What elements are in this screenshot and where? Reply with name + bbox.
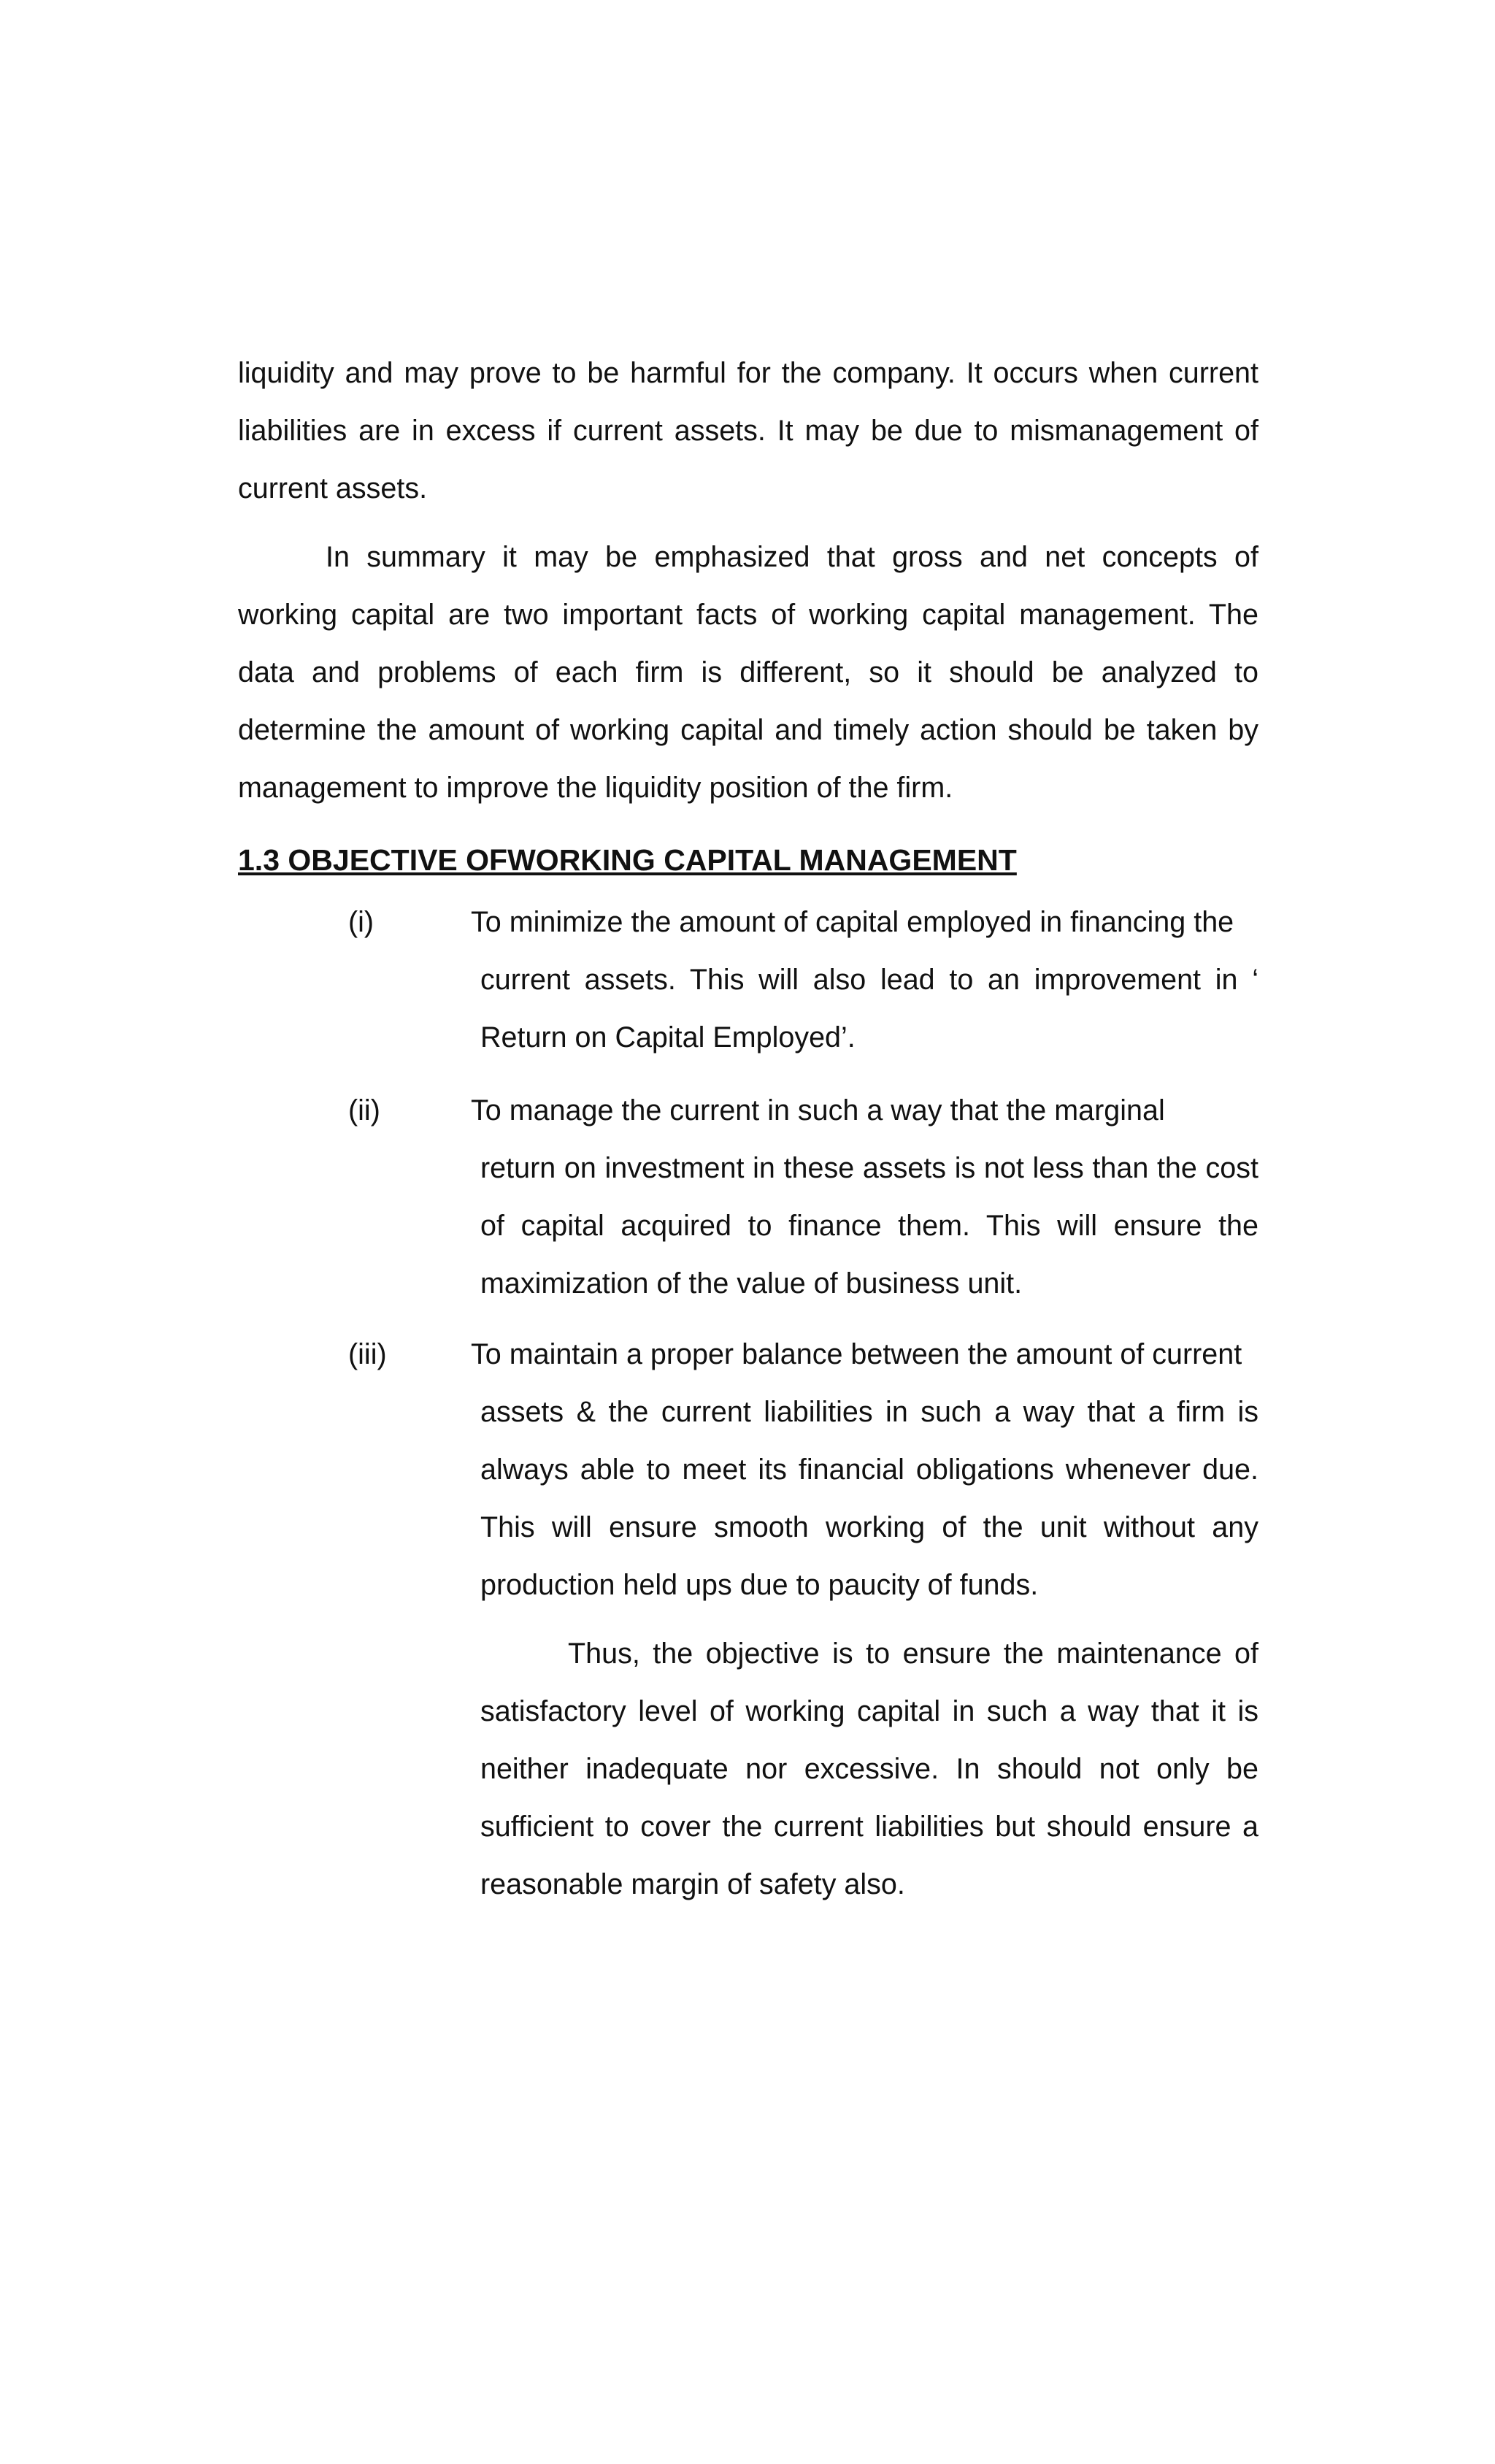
objective-3-text [471, 1326, 1258, 1614]
continuation-paragraph: liquidity and may prove to be harmful for the company. It occurs when current liabilities are in excess if current assets. It may be due to mismanagement of current assets. [238, 357, 1258, 504]
objective-1-text [471, 894, 1258, 1067]
objective-2-first-line: To manage the current in such a way that the marginal [471, 1094, 1165, 1127]
objective-3-rest: assets & the current liabilities in such a way that a firm is always able to meet its financial obligations whenever due. This will ensure smooth working of the unit without any production held ups due to paucity of funds. [480, 1396, 1258, 1601]
objective-3-first-line: To maintain a proper balance between the amount of current [471, 1338, 1242, 1370]
objective-2-rest: return on investment in these assets is not less than the cost of capital acquired to finance them. This will ensure the maximization of the value of business unit. [480, 1152, 1258, 1300]
summary-paragraph: In summary it may be emphasized that gross and net concepts of working capital are two important facts of working capital management. The data and problems of each firm is different, so it should be analyzed to determine the amount of working capital and timely action should be taken by management to improve the liquidity position of the firm. [238, 541, 1258, 804]
objective-1-rest: current assets. This will also lead to an improvement in ‘ Return on Capital Employed’. [480, 964, 1258, 1053]
objective-2-label: (ii) [348, 1094, 380, 1127]
objective-3-label: (iii) [348, 1338, 387, 1370]
objective-1-first-line: To minimize the amount of capital employed in financing the [471, 906, 1234, 938]
objective-1-label: (i) [348, 906, 374, 938]
section-heading: 1.3 OBJECTIVE OFWORKING CAPITAL MANAGEMENT [238, 843, 1017, 877]
objective-2-text [471, 1082, 1258, 1313]
closing-paragraph: Thus, the objective is to ensure the maintenance of satisfactory level of working capital in such a way that it is neither inadequate nor excessive. In should not only be sufficient to cover the current liabilities but should ensure a reasonable margin of safety also. [480, 1638, 1258, 1900]
